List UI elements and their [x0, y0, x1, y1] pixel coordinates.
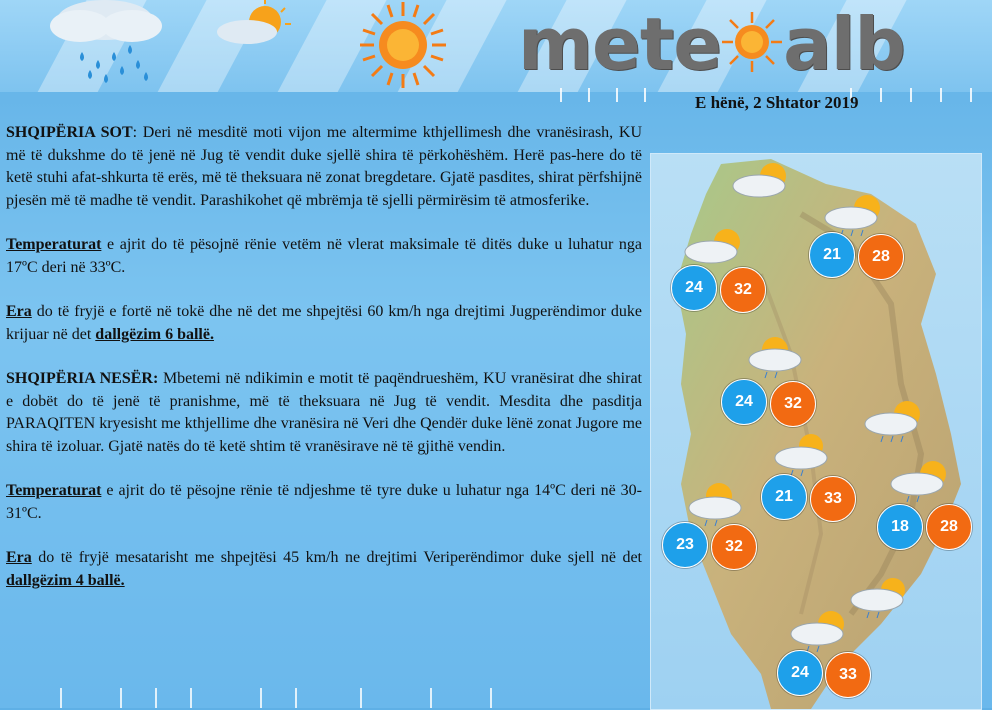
tomorrow-temp-body: e ajrit do të pësojne rënie të ndjeshme të tyre duke u luhatur nga 14ºC deri në 30-31ºC. [6, 482, 642, 522]
forecast-date: E hënë, 2 Shtator 2019 [695, 93, 859, 112]
temp-min-badge: 18 [877, 504, 923, 550]
temp-min-badge: 21 [761, 474, 807, 520]
temp-max-badge: 28 [858, 234, 904, 280]
tomorrow-wind-paragraph [6, 547, 642, 592]
today-heading: SHQIPËRIA SOT [6, 124, 133, 141]
tomorrow-paragraph [6, 368, 642, 458]
today-wind-body: do të fryjë e fortë në tokë dhe në det me shpejtësi 60 km/h nga drejtimi Jugperëndimor duke krijuar në det [6, 303, 642, 343]
temp-max-badge: 33 [825, 652, 871, 698]
cloud-rain-sun-icon [745, 334, 815, 380]
temp-min-badge: 24 [671, 265, 717, 311]
cloud-rain-sun-icon [861, 398, 931, 444]
temp-max-badge: 32 [711, 524, 757, 570]
today-temp-body: e ajrit do të pësojnë rënie vetëm në vlerat maksimale të ditës duke u luhatur nga 17ºC deri në 33ºC. [6, 236, 642, 276]
partly-cloudy-icon [729, 158, 799, 204]
cloud-rain-sun-icon [887, 458, 957, 504]
cloud-rain-sun-icon [771, 432, 841, 478]
today-wind-label: Era [6, 303, 32, 320]
logo-sun-icon [721, 8, 783, 70]
logo-text-right: alb [783, 2, 905, 86]
albania-map [650, 153, 982, 710]
temp-min-badge: 24 [721, 379, 767, 425]
today-wind-paragraph [6, 301, 642, 346]
cloud-rain-sun-icon [787, 608, 857, 654]
today-paragraph [6, 122, 642, 212]
header-banner [0, 0, 992, 92]
rain-cloud-icon [40, 0, 170, 90]
tomorrow-body: Mbetemi në ndikimin e motit të paqëndrueshëm, KU vranësirat dhe shirat e dobët do të jenë të pranishme, më të theksuara në Jug të vendit. Mesdita dhe pasditja PARAQITEN kryesisht me kthjellime dhe vranësira në Veri dhe Qendër duke lënë zonat Jugore me shira të izoluar. Gjatë natës do të ketë shtim të vranësirave në të gjithë vendin. [6, 370, 643, 455]
tomorrow-temp-label: Temperaturat [6, 482, 102, 499]
partly-cloudy-icon [681, 224, 751, 270]
sun-behind-cloud-icon [215, 0, 305, 60]
temp-min-badge: 21 [809, 232, 855, 278]
footer-ticks [60, 688, 560, 708]
today-temp-paragraph [6, 234, 642, 279]
tomorrow-heading: SHQIPËRIA NESËR: [6, 370, 159, 387]
forecast-text [6, 122, 642, 614]
today-temp-label: Temperaturat [6, 236, 102, 253]
temp-max-badge: 32 [720, 267, 766, 313]
cloud-rain-sun-icon [847, 574, 917, 620]
temp-max-badge: 32 [770, 381, 816, 427]
cloud-rain-sun-icon [685, 482, 755, 528]
today-body: : Deri në mesditë moti vijon me altermime kthjellimesh dhe vranësirash, KU më të dukshme do të jenë në Jug të vendit duke sjellë shira të përkohëshëm. Herë pas-here do të ketë stuhi afat-shkurta të erës, më të theksuara në zonat bregdetare. Gjatë pasdites, shirat përfshijnë pjesën më të madhe të vendit. Parashikohet që mbrëmja të sjelli përmirësim të atmosferike. [6, 124, 642, 209]
today-wind-sea: dallgëzim 6 ballë. [95, 325, 214, 343]
tomorrow-wind-sea: dallgëzim 4 ballë. [6, 571, 125, 589]
tomorrow-wind-label: Era [6, 549, 32, 566]
tomorrow-wind-body: do të fryjë mesatarisht me shpejtësi 45 km/h ne drejtimi Veriperëndimor duke sjell në det [31, 549, 642, 566]
temp-max-badge: 28 [926, 504, 972, 550]
temp-min-badge: 24 [777, 650, 823, 696]
temp-min-badge: 23 [662, 522, 708, 568]
logo [518, 4, 905, 84]
temp-max-badge: 33 [810, 476, 856, 522]
tomorrow-temp-paragraph [6, 480, 642, 525]
sun-icon [358, 0, 448, 90]
logo-text-left: mete [518, 2, 722, 86]
